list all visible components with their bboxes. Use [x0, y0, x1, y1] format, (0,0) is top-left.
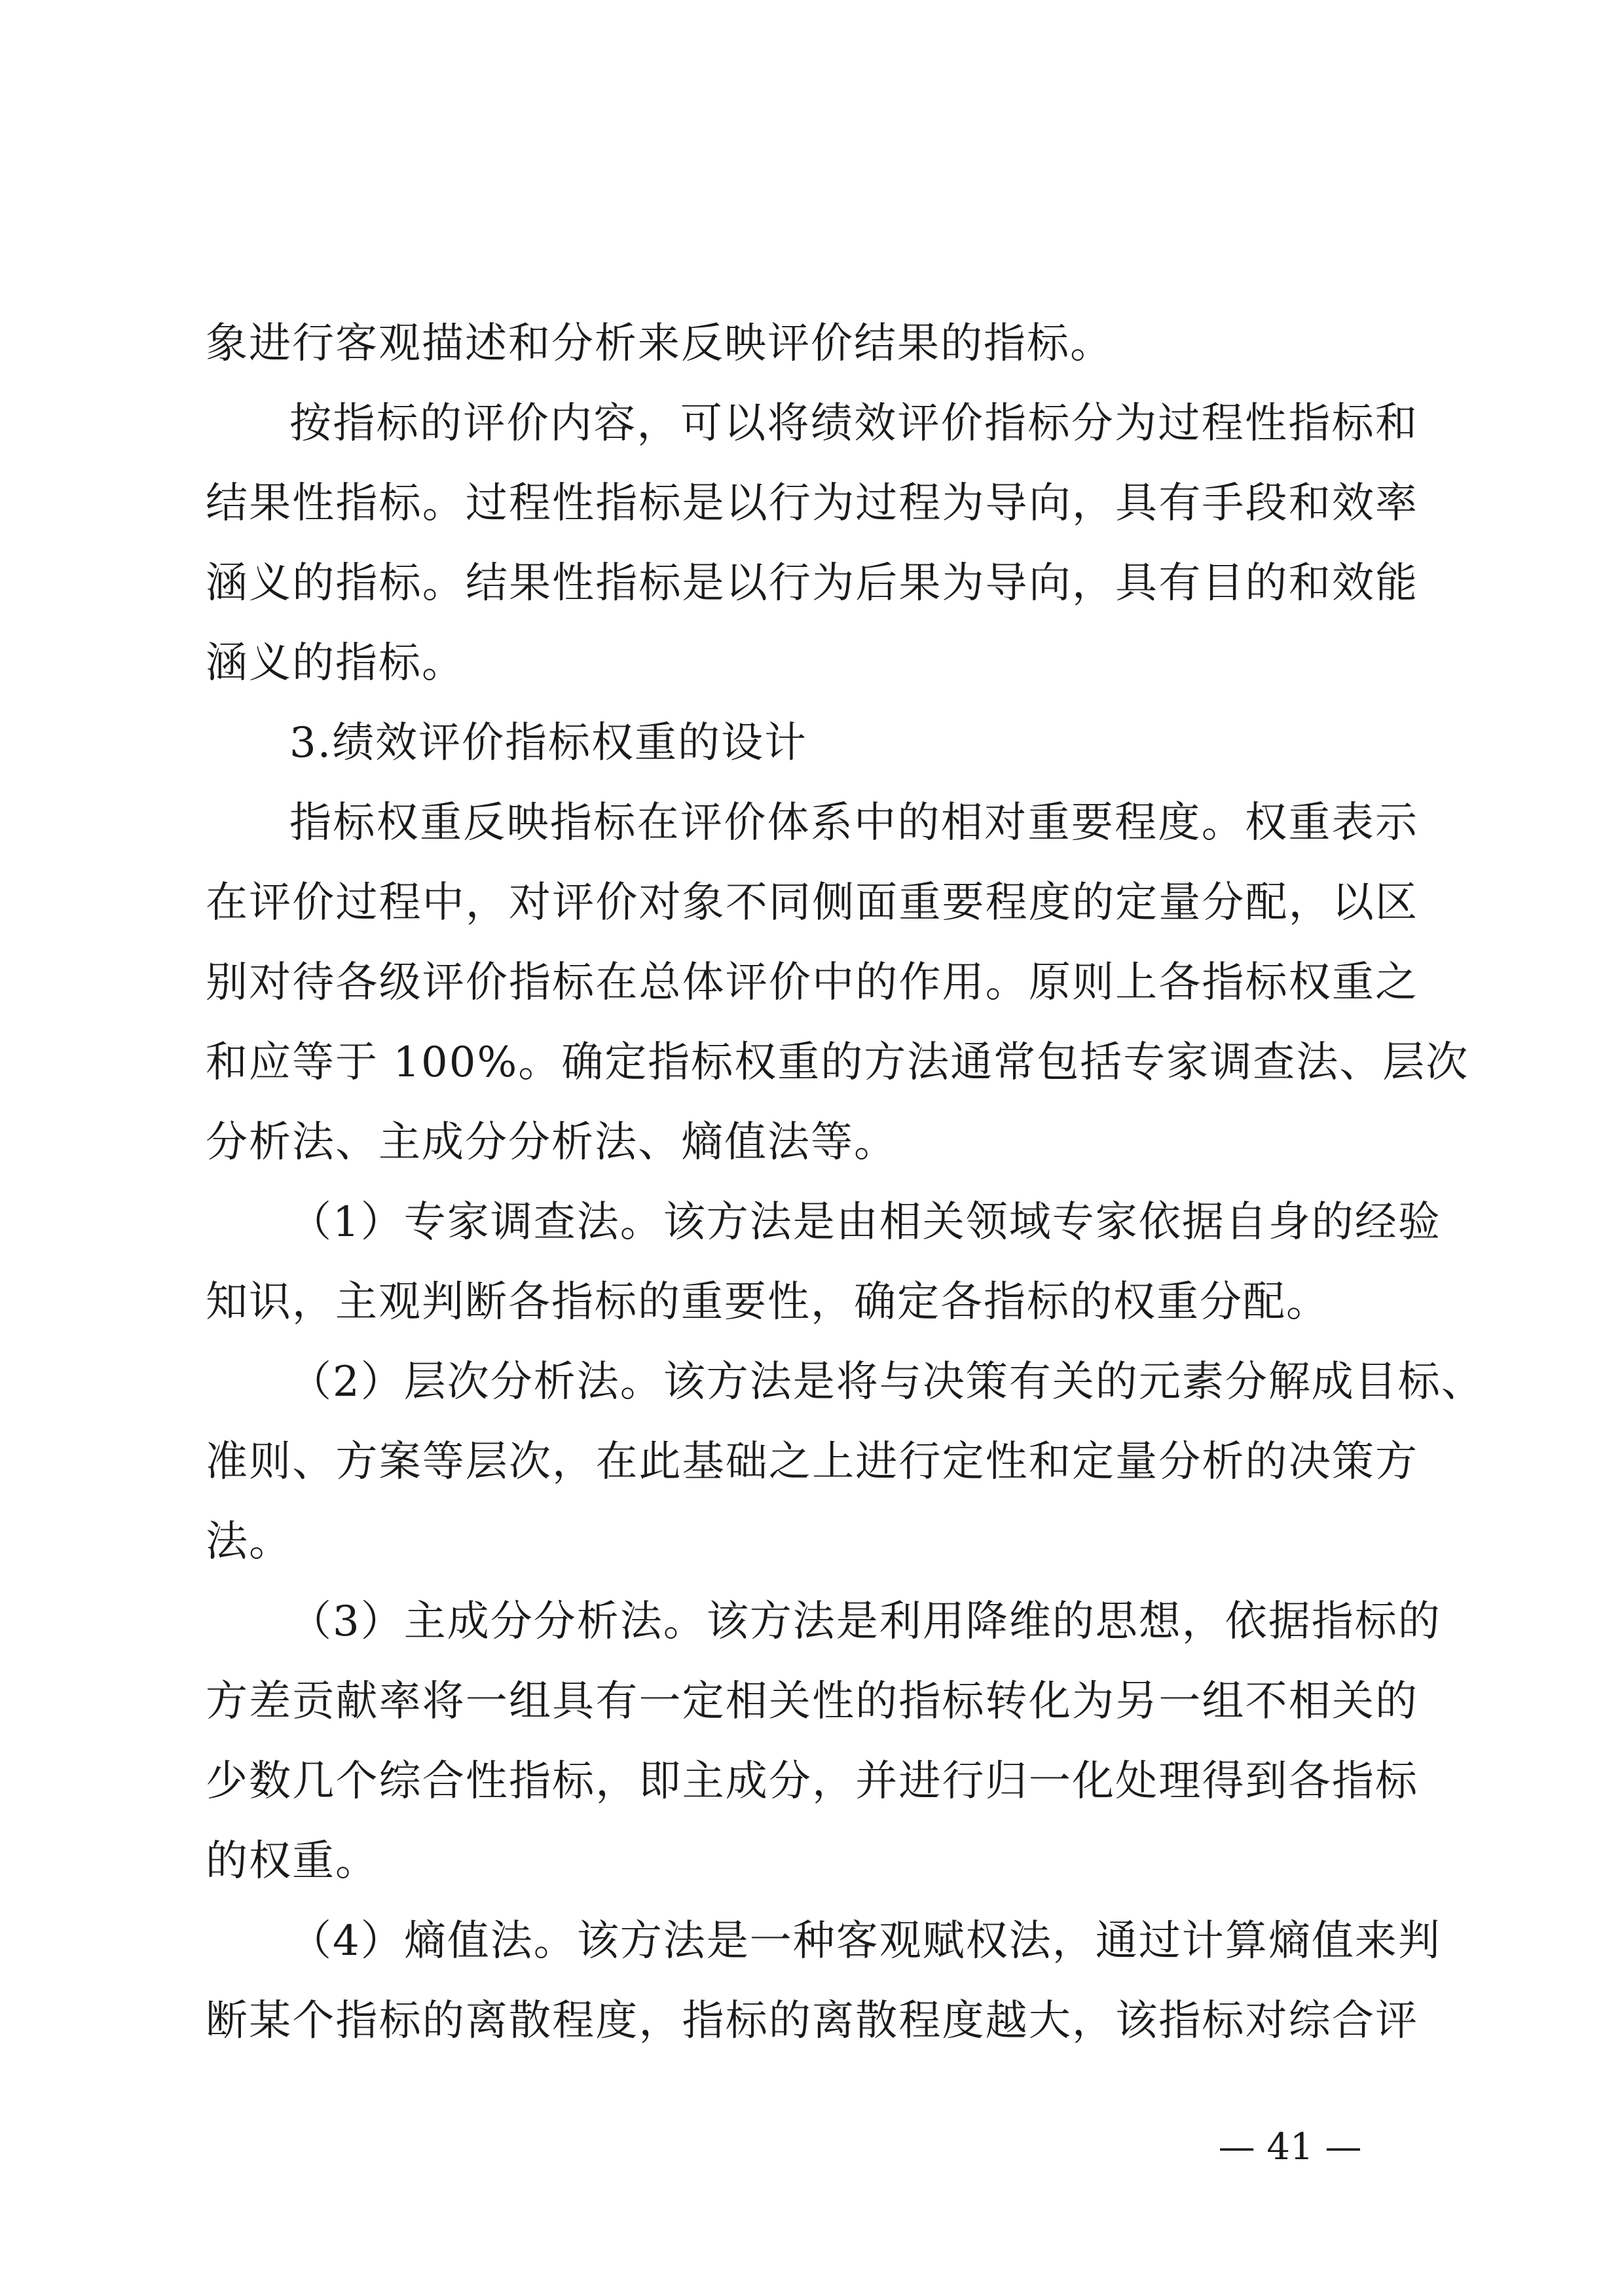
- text-line: 方差贡献率将一组具有一定相关性的指标转化为另一组不相关的: [206, 1677, 1418, 1726]
- text-line: 知识，主观判断各指标的重要性，确定各指标的权重分配。: [206, 1278, 1329, 1326]
- text-line: 结果性指标。过程性指标是以行为过程为导向，具有手段和效率: [206, 479, 1418, 528]
- page-number: — 41 —: [1218, 2126, 1362, 2168]
- text-line: 法。: [206, 1518, 292, 1566]
- text-line: 涵义的指标。结果性指标是以行为后果为导向，具有目的和效能: [206, 559, 1418, 608]
- text-line: 少数几个综合性指标，即主成分，并进行归一化处理得到各指标: [206, 1757, 1418, 1806]
- text-line: （1）专家调查法。该方法是由相关领域专家依据自身的经验: [289, 1198, 1441, 1247]
- text-line: 指标权重反映指标在评价体系中的相对重要程度。权重表示: [289, 799, 1418, 847]
- section-heading: 3.绩效评价指标权重的设计: [289, 719, 808, 767]
- text-line: （3）主成分分析法。该方法是利用降维的思想，依据指标的: [289, 1597, 1441, 1646]
- text-line: 的权重。: [206, 1837, 378, 1886]
- text-line: 象进行客观描述和分析来反映评价结果的指标。: [206, 319, 1113, 368]
- text-line: 断某个指标的离散程度，指标的离散程度越大，该指标对综合评: [206, 1997, 1418, 2045]
- text-line: 在评价过程中，对评价对象不同侧面重要程度的定量分配，以区: [206, 879, 1418, 927]
- text-line: （4）熵值法。该方法是一种客观赋权法，通过计算熵值来判: [289, 1917, 1441, 1965]
- text-line: 按指标的评价内容，可以将绩效评价指标分为过程性指标和: [289, 399, 1418, 448]
- text-line: 分析法、主成分分析法、熵值法等。: [206, 1118, 897, 1167]
- text-line: 和应等于 100%。确定指标权重的方法通常包括专家调查法、层次: [206, 1038, 1469, 1087]
- text-line: 涵义的指标。: [206, 639, 465, 687]
- text-line: 别对待各级评价指标在总体评价中的作用。原则上各指标权重之: [206, 958, 1418, 1007]
- text-line: 准则、方案等层次，在此基础之上进行定性和定量分析的决策方: [206, 1438, 1418, 1486]
- text-line: （2）层次分析法。该方法是将与决策有关的元素分解成目标、: [289, 1358, 1485, 1406]
